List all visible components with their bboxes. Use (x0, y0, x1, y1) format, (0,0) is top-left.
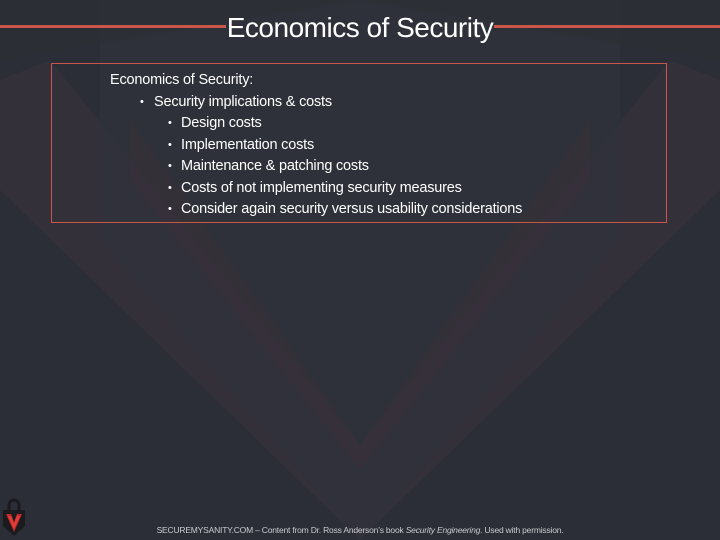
bullet-icon: • (168, 181, 172, 194)
list-item-label: Maintenance & patching costs (181, 158, 369, 174)
title-bar (0, 0, 720, 56)
bullet-icon: • (140, 95, 144, 108)
list-heading: Economics of Security: (110, 72, 254, 88)
list-item (110, 199, 522, 221)
list-item-label: Security implications & costs (154, 93, 332, 110)
list-item (110, 135, 522, 157)
footer-prefix: SECUREMYSANITY.COM – Content from Dr. Ross Anderson’s book (156, 525, 406, 535)
list-item (110, 113, 522, 135)
slide-title: Economics of Security (226, 12, 494, 43)
list-item-level1 (110, 92, 522, 114)
footer-suffix: . Used with permission. (480, 525, 564, 535)
list-item (110, 156, 522, 178)
footer-book-title: Security Engineering (405, 525, 481, 535)
bullet-icon: • (168, 203, 172, 215)
list-item-label: Costs of not implementing security measures (181, 179, 462, 196)
title-rule-right (494, 25, 720, 28)
list-item-label: Implementation costs (181, 136, 315, 153)
list-item (110, 178, 522, 200)
title-rule-left (0, 25, 226, 28)
bullet-list (110, 70, 522, 221)
bullet-icon: • (168, 138, 172, 151)
footer-credit (0, 524, 720, 536)
bullet-icon: • (168, 117, 172, 129)
bullet-icon: • (168, 160, 172, 172)
list-item-label: Consider again security versus usability considerations (181, 201, 523, 217)
list-item-label: Design costs (181, 115, 262, 131)
